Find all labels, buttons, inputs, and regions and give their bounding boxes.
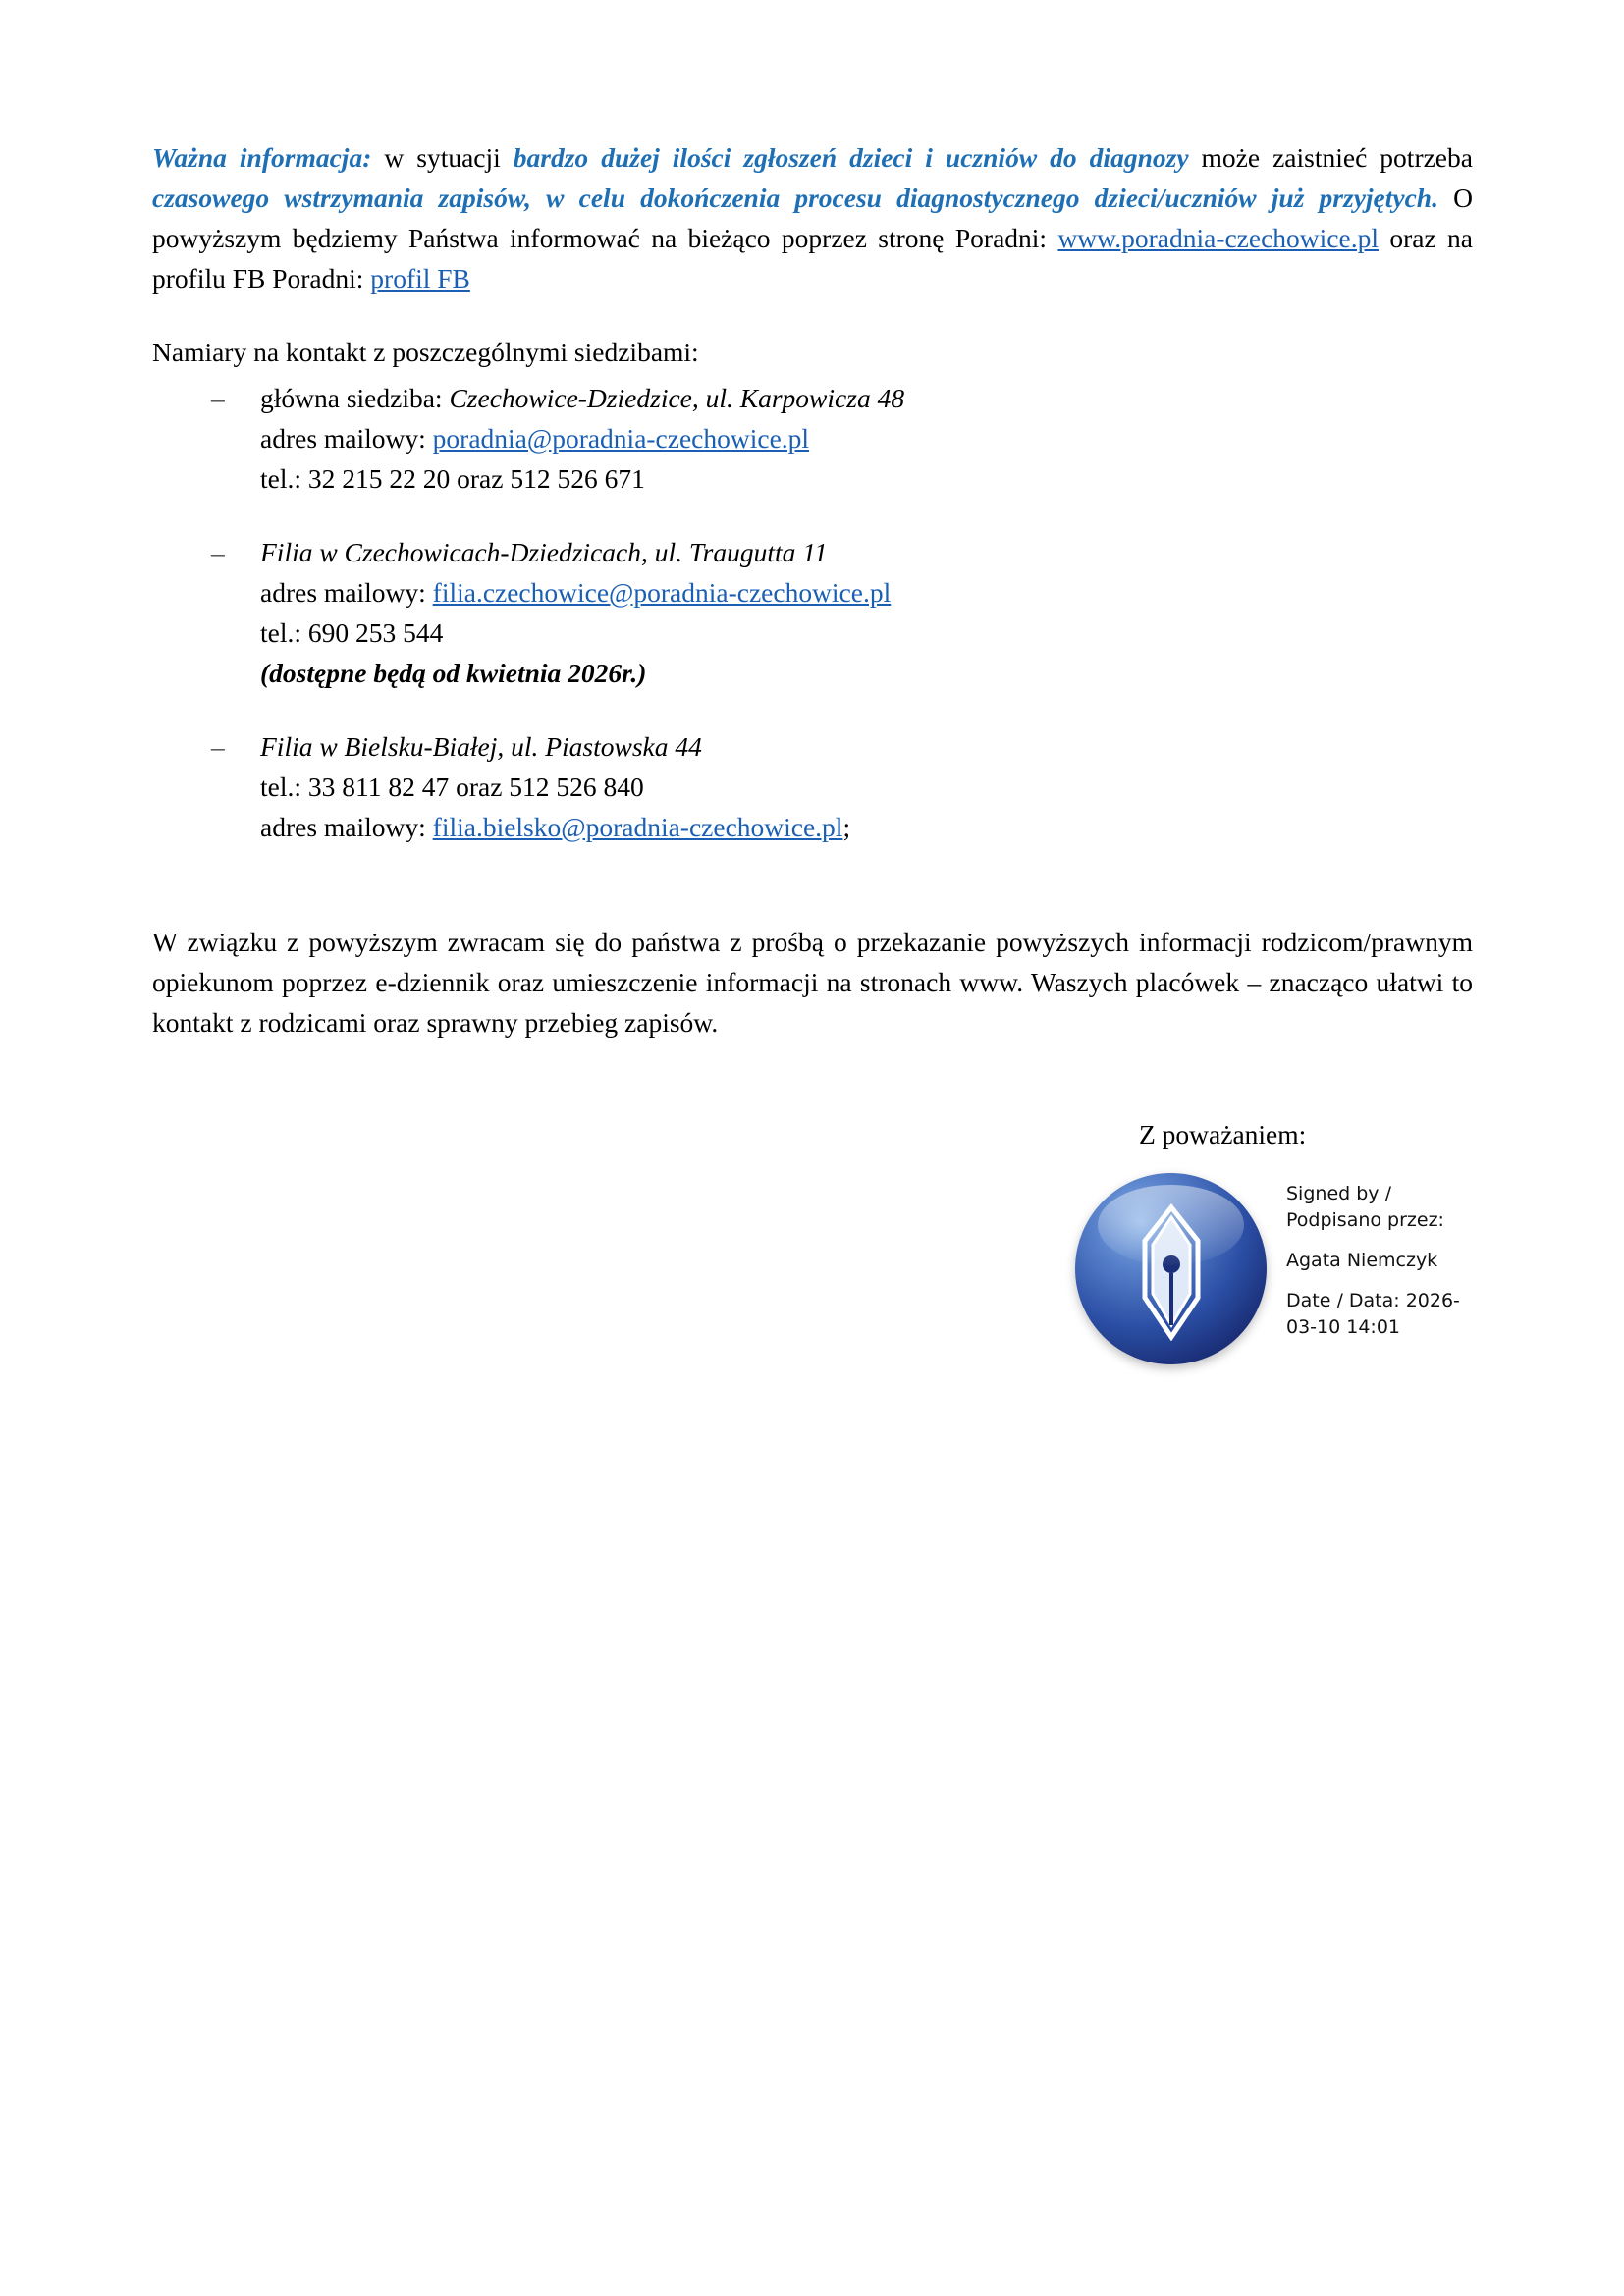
intro-paragraph [152,137,1473,298]
intro-emphasis-2: czasowego wstrzymania zapisów, w celu dokończenia procesu diagnostycznego dzieci/uczniów już przyjętych. [152,183,1438,213]
intro-text-3: O powyższym będziemy Państwa informować na bieżąco poprzez stronę Poradni: [152,183,1473,253]
important-label: Ważna informacja: [152,142,372,173]
contact-phone: tel.: 33 811 82 47 oraz 512 526 840 [260,772,644,802]
contact-name-line [260,726,1473,767]
contact-email-link[interactable]: filia.czechowice@poradnia-czechowice.pl [432,577,892,608]
contact-address: Filia w Czechowicach-Dziedzicach, ul. Traugutta 11 [260,537,828,567]
contact-mail-label: adres mailowy: [260,577,433,608]
contact-phone: tel.: 32 215 22 20 oraz 512 526 671 [260,463,645,494]
document-body [152,137,1473,1042]
signature-seal-icon [1075,1173,1267,1364]
contact-mail-label: adres mailowy: [260,423,433,454]
closing-paragraph: W związku z powyższym zwracam się do państwa z prośbą o przekazanie powyższych informacji rodzicom/prawnym opiekunom poprzez e-dziennik oraz umieszczenie informacji na stronach www. Waszych placówek – znacząco ułatwi to kontakt z rodzicami oraz sprawny przebieg zapisów. [152,927,1473,1038]
signature-details [1286,1181,1473,1341]
signoff-text: Z poważaniem: [1139,1119,1307,1149]
intro-text-1: w sytuacji [371,142,514,173]
bullet-dash-icon: – [211,731,225,762]
list-item [152,726,1473,847]
contact-mail-label: adres mailowy: [260,812,433,842]
signed-by-label: Signed by / [1286,1183,1391,1204]
intro-emphasis-1: bardzo dużej ilości zgłoszeń dzieci i uczniów do diagnozy [513,142,1189,173]
bullet-dash-icon: – [211,537,225,567]
fountain-pen-nib-icon [1137,1203,1206,1341]
contact-email-link[interactable]: filia.bielsko@poradnia-czechowice.pl [432,812,843,842]
intro-text-2: może zaistnieć potrzeba [1188,142,1473,173]
contacts-list [152,378,1473,847]
digital-signature-block [1075,1173,1468,1379]
intro-text-4: oraz na profilu FB Poradni: [152,223,1473,294]
signature-date-value: 03-10 14:01 [1286,1316,1401,1338]
contact-mail-line [260,572,1473,613]
contact-email-link[interactable]: poradnia@poradnia-czechowice.pl [432,423,810,454]
contacts-heading: Namiary na kontakt z poszczególnymi siedzibami: [152,337,699,367]
bullet-dash-icon: – [211,383,225,413]
contact-mail-line [260,807,1473,847]
contact-name-prefix: główna siedziba: [260,383,450,413]
link-poradnia-website[interactable]: www.poradnia-czechowice.pl [1057,223,1379,253]
contact-mail-suffix: ; [842,812,851,842]
contact-phone: tel.: 690 253 544 [260,617,444,648]
contact-mail-line [260,418,1473,458]
contact-name-line [260,532,1473,572]
list-item [152,532,1473,693]
contact-availability-note: (dostępne będą od kwietnia 2026r.) [260,658,647,688]
contact-address: Filia w Bielsku-Białej, ul. Piastowska 44 [260,731,702,762]
link-facebook-profile[interactable]: profil FB [370,263,470,294]
signature-date-label: Date / Data: 2026- [1286,1290,1460,1311]
signer-name: Agata Niemczyk [1286,1250,1438,1271]
contact-address: Czechowice-Dziedzice, ul. Karpowicza 48 [449,383,905,413]
signed-by-label-pl: Podpisano przez: [1286,1209,1444,1231]
list-item [152,378,1473,499]
contact-name-line [260,378,1473,418]
